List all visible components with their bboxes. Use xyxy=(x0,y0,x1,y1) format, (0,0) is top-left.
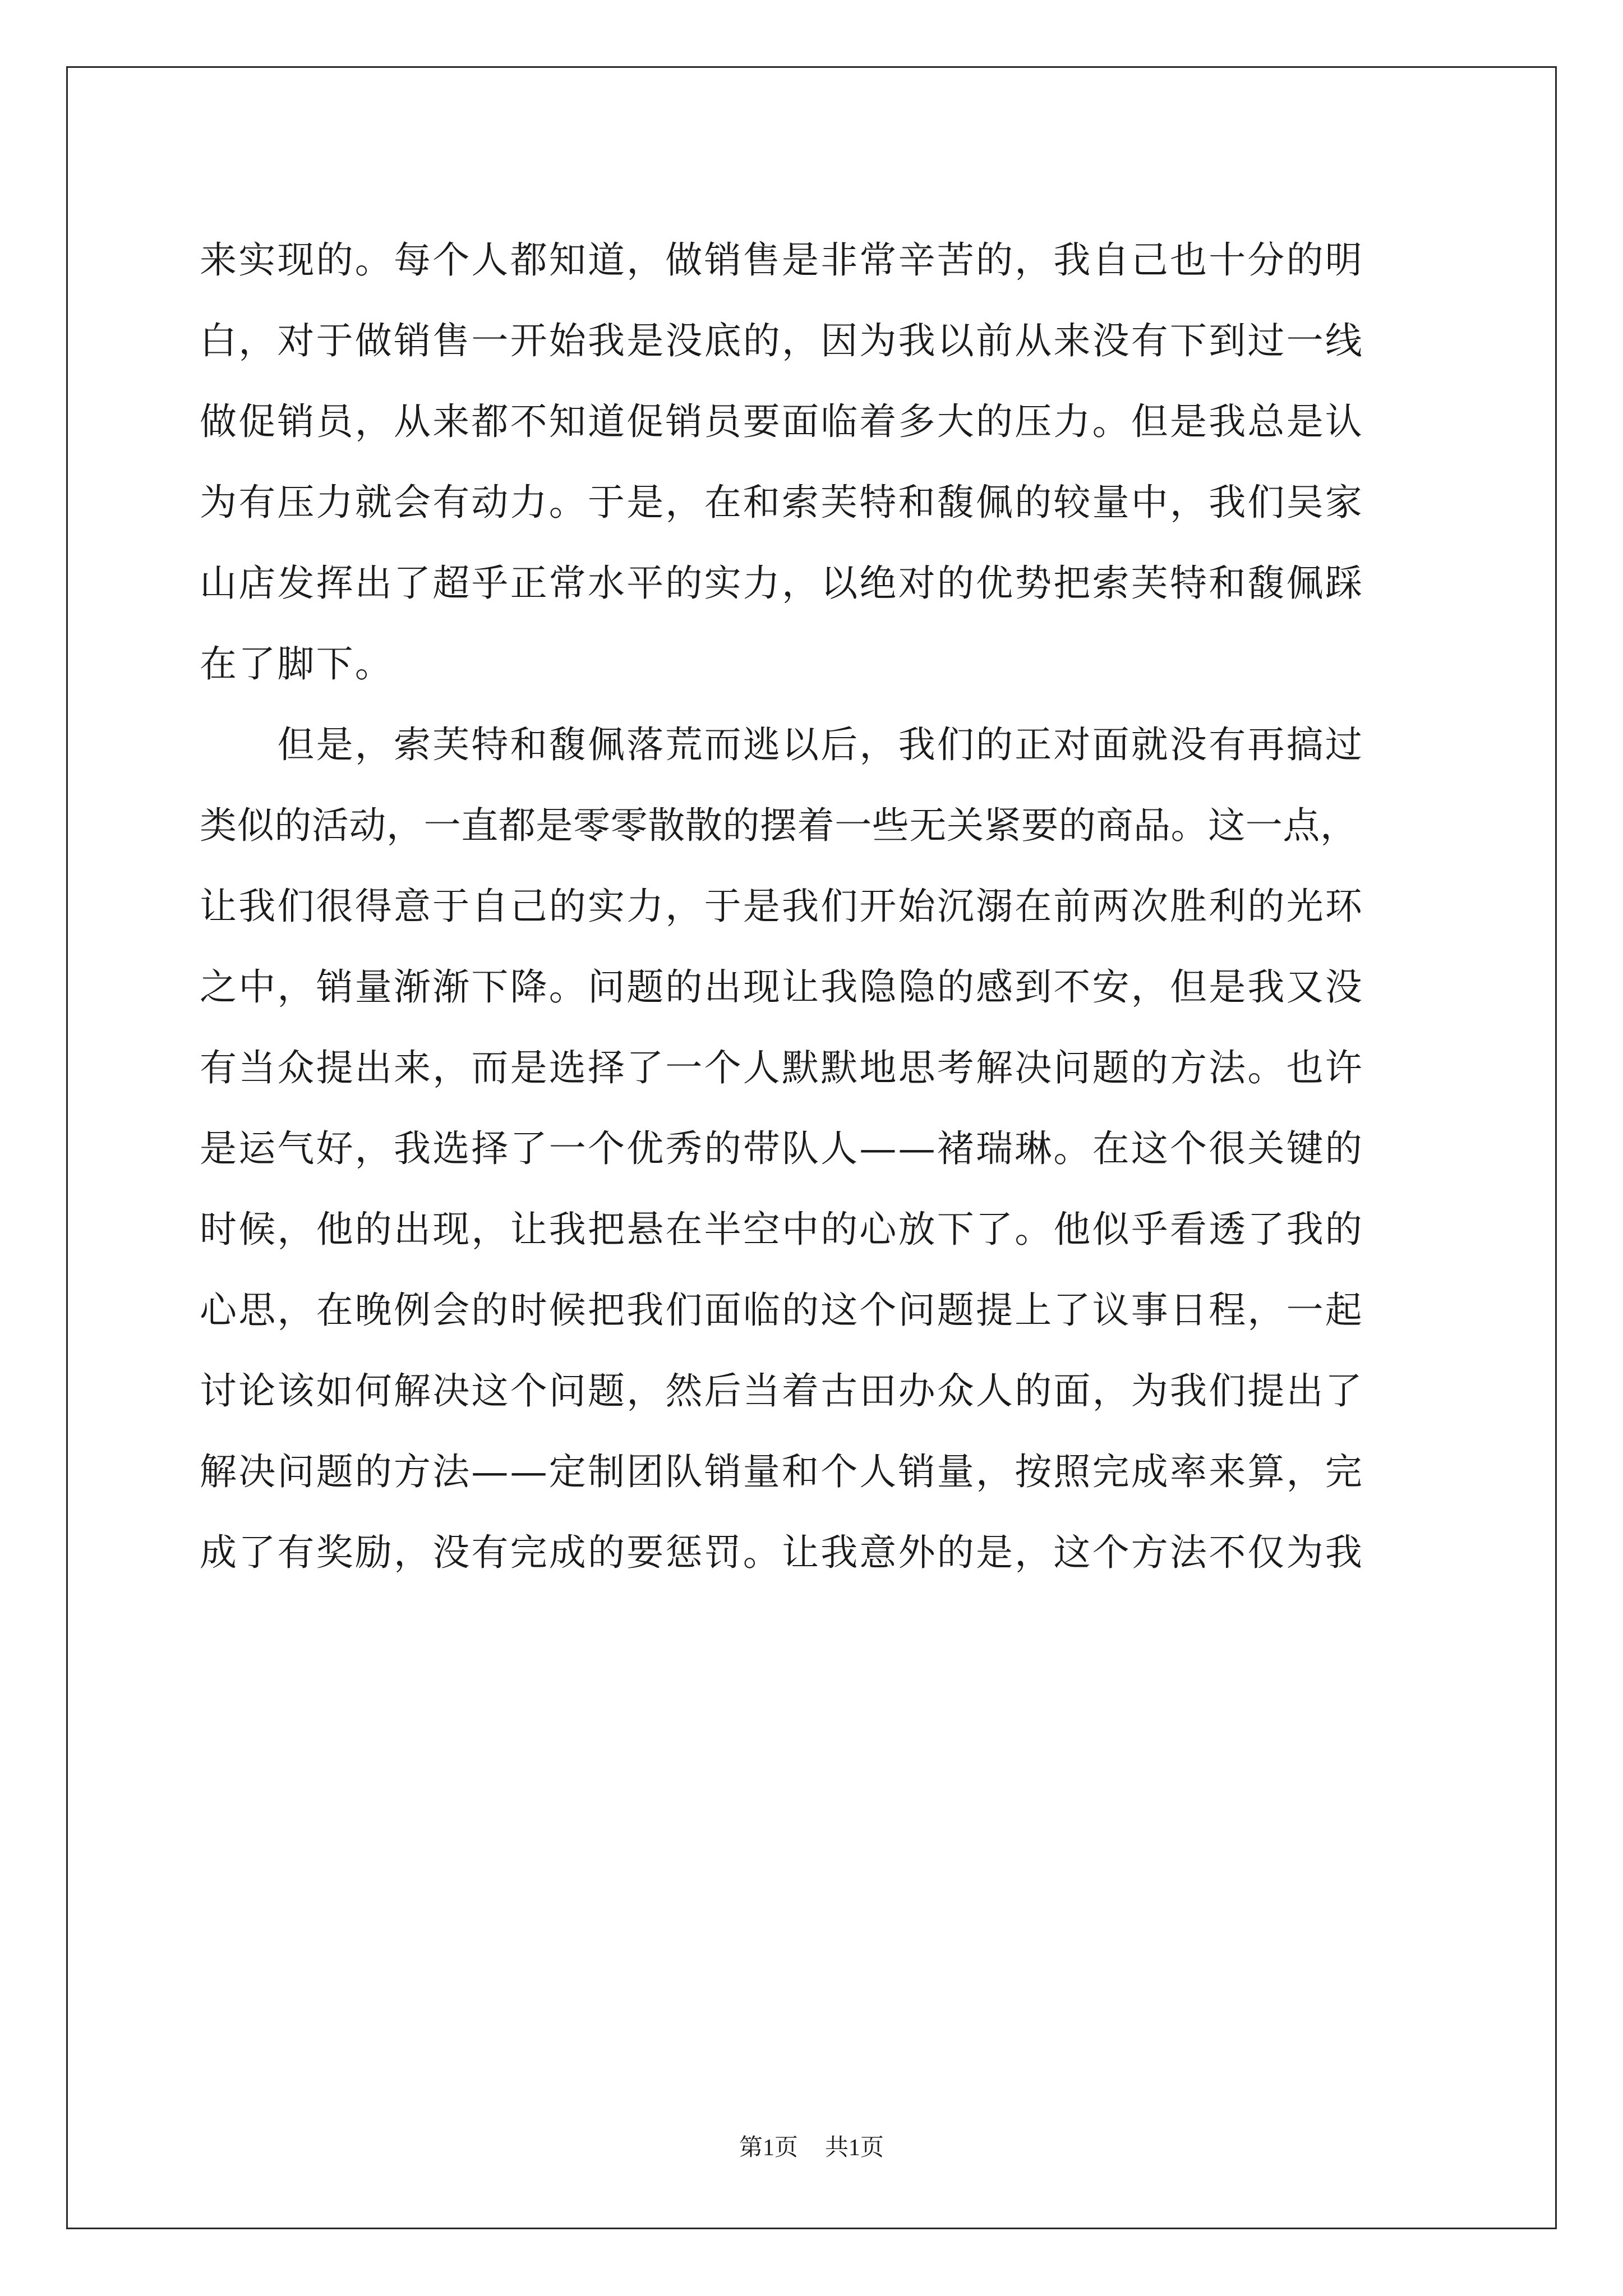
text-line: 有当众提出来，而是选择了一个人默默地思考解决问题的方法。也许 xyxy=(200,1046,1364,1089)
text-line: 是运气好，我选择了一个优秀的带队人——褚瑞琳。在这个很关键的 xyxy=(200,1127,1364,1170)
text-line: 心思，在晚例会的时候把我们面临的这个问题提上了议事日程，一起 xyxy=(200,1289,1364,1332)
page-number: 第1页 xyxy=(739,2135,798,2161)
text-line: 为有压力就会有动力。于是，在和索芙特和馥佩的较量中，我们吴家 xyxy=(200,481,1364,524)
document-body xyxy=(200,220,1439,1593)
text-line: 之中，销量渐渐下降。问题的出现让我隐隐的感到不安，但是我又没 xyxy=(200,965,1364,1009)
text-line: 在了脚下。 xyxy=(200,642,394,685)
text-line: 成了有奖励，没有完成的要惩罚。让我意外的是，这个方法不仅为我 xyxy=(200,1531,1364,1574)
text-line: 类似的活动，一直都是零零散散的摆着一些无关紧要的商品。这一点， xyxy=(200,804,1358,847)
text-line: 解决问题的方法——定制团队销量和个人销量，按照完成率来算，完 xyxy=(200,1450,1364,1493)
text-line: 做促销员，从来都不知道促销员要面临着多大的压力。但是我总是认 xyxy=(200,400,1364,443)
text-line: 让我们很得意于自己的实力，于是我们开始沉溺在前两次胜利的光环 xyxy=(200,885,1364,928)
paragraph-start-line: 但是，索芙特和馥佩落荒而逃以后，我们的正对面就没有再搞过 xyxy=(200,723,1364,766)
page-footer xyxy=(0,2129,1623,2162)
text-line: 白，对于做销售一开始我是没底的，因为我以前从来没有下到过一线 xyxy=(200,319,1364,362)
text-line: 山店发挥出了超乎正常水平的实力，以绝对的优势把索芙特和馥佩踩 xyxy=(200,562,1364,605)
text-line: 时候，他的出现，让我把悬在半空中的心放下了。他似乎看透了我的 xyxy=(200,1208,1364,1251)
page-total: 共1页 xyxy=(825,2135,884,2161)
text-line: 讨论该如何解决这个问题，然后当着古田办众人的面，为我们提出了 xyxy=(200,1369,1364,1412)
text-line: 来实现的。每个人都知道，做销售是非常辛苦的，我自己也十分的明 xyxy=(200,238,1364,282)
